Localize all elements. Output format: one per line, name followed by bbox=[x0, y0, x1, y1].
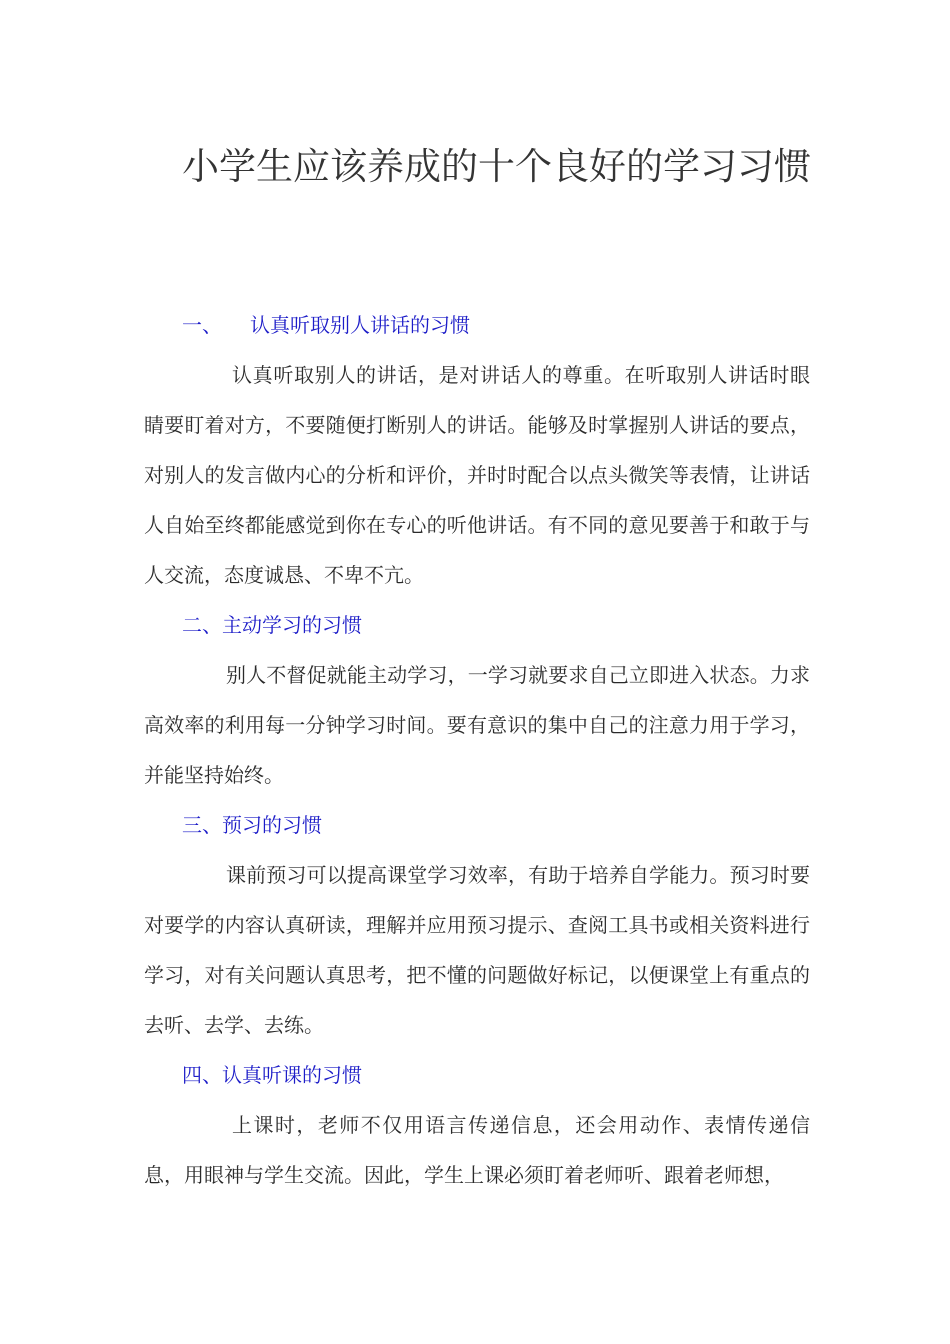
section-paragraph-3: 课前预习可以提高课堂学习效率，有助于培养自学能力。预习时要对要学的内容认真研读，理解并应用预习提示、查阅工具书或相关资料进行学习，对有关问题认真思考，把不懂的问题做好标记，以便课堂上有重点的去听、去学、去练。 bbox=[144, 863, 810, 1037]
section-heading-2 bbox=[144, 600, 810, 650]
section-heading-3 bbox=[144, 800, 810, 850]
section-title-4: 认真听课的习惯 bbox=[222, 1063, 362, 1087]
section-number-3: 三、 bbox=[182, 813, 222, 837]
section-paragraph-2: 别人不督促就能主动学习，一学习就要求自己立即进入状态。力求高效率的利用每一分钟学习时间。要有意识的集中自己的注意力用于学习，并能坚持始终。 bbox=[144, 663, 810, 787]
section-title-1: 认真听取别人讲话的习惯 bbox=[250, 313, 470, 337]
section-paragraph-1: 认真听取别人的讲话，是对讲话人的尊重。在听取别人讲话时眼睛要盯着对方，不要随便打断别人的讲话。能够及时掌握别人讲话的要点，对别人的发言做内心的分析和评价，并时时配合以点头微笑等表情，让讲话人自始至终都能感觉到你在专心的听他讲话。有不同的意见要善于和敢于与人交流，态度诚恳、不卑不亢。 bbox=[144, 363, 810, 587]
section-title-3: 预习的习惯 bbox=[222, 813, 322, 837]
page-title: 小学生应该养成的十个良好的学习习惯 bbox=[182, 145, 811, 188]
section-number-2: 二、 bbox=[182, 613, 222, 637]
document-body bbox=[144, 300, 810, 1200]
section-title-2: 主动学习的习惯 bbox=[222, 613, 362, 637]
section-number-1: 一、 bbox=[182, 313, 222, 337]
section-heading-4 bbox=[144, 1050, 810, 1100]
section-number-4: 四、 bbox=[182, 1063, 222, 1087]
section-heading-1 bbox=[144, 300, 810, 350]
section-paragraph-4: 上课时，老师不仅用语言传递信息，还会用动作、表情传递信息，用眼神与学生交流。因此，学生上课必须盯着老师听、跟着老师想， bbox=[144, 1113, 810, 1187]
